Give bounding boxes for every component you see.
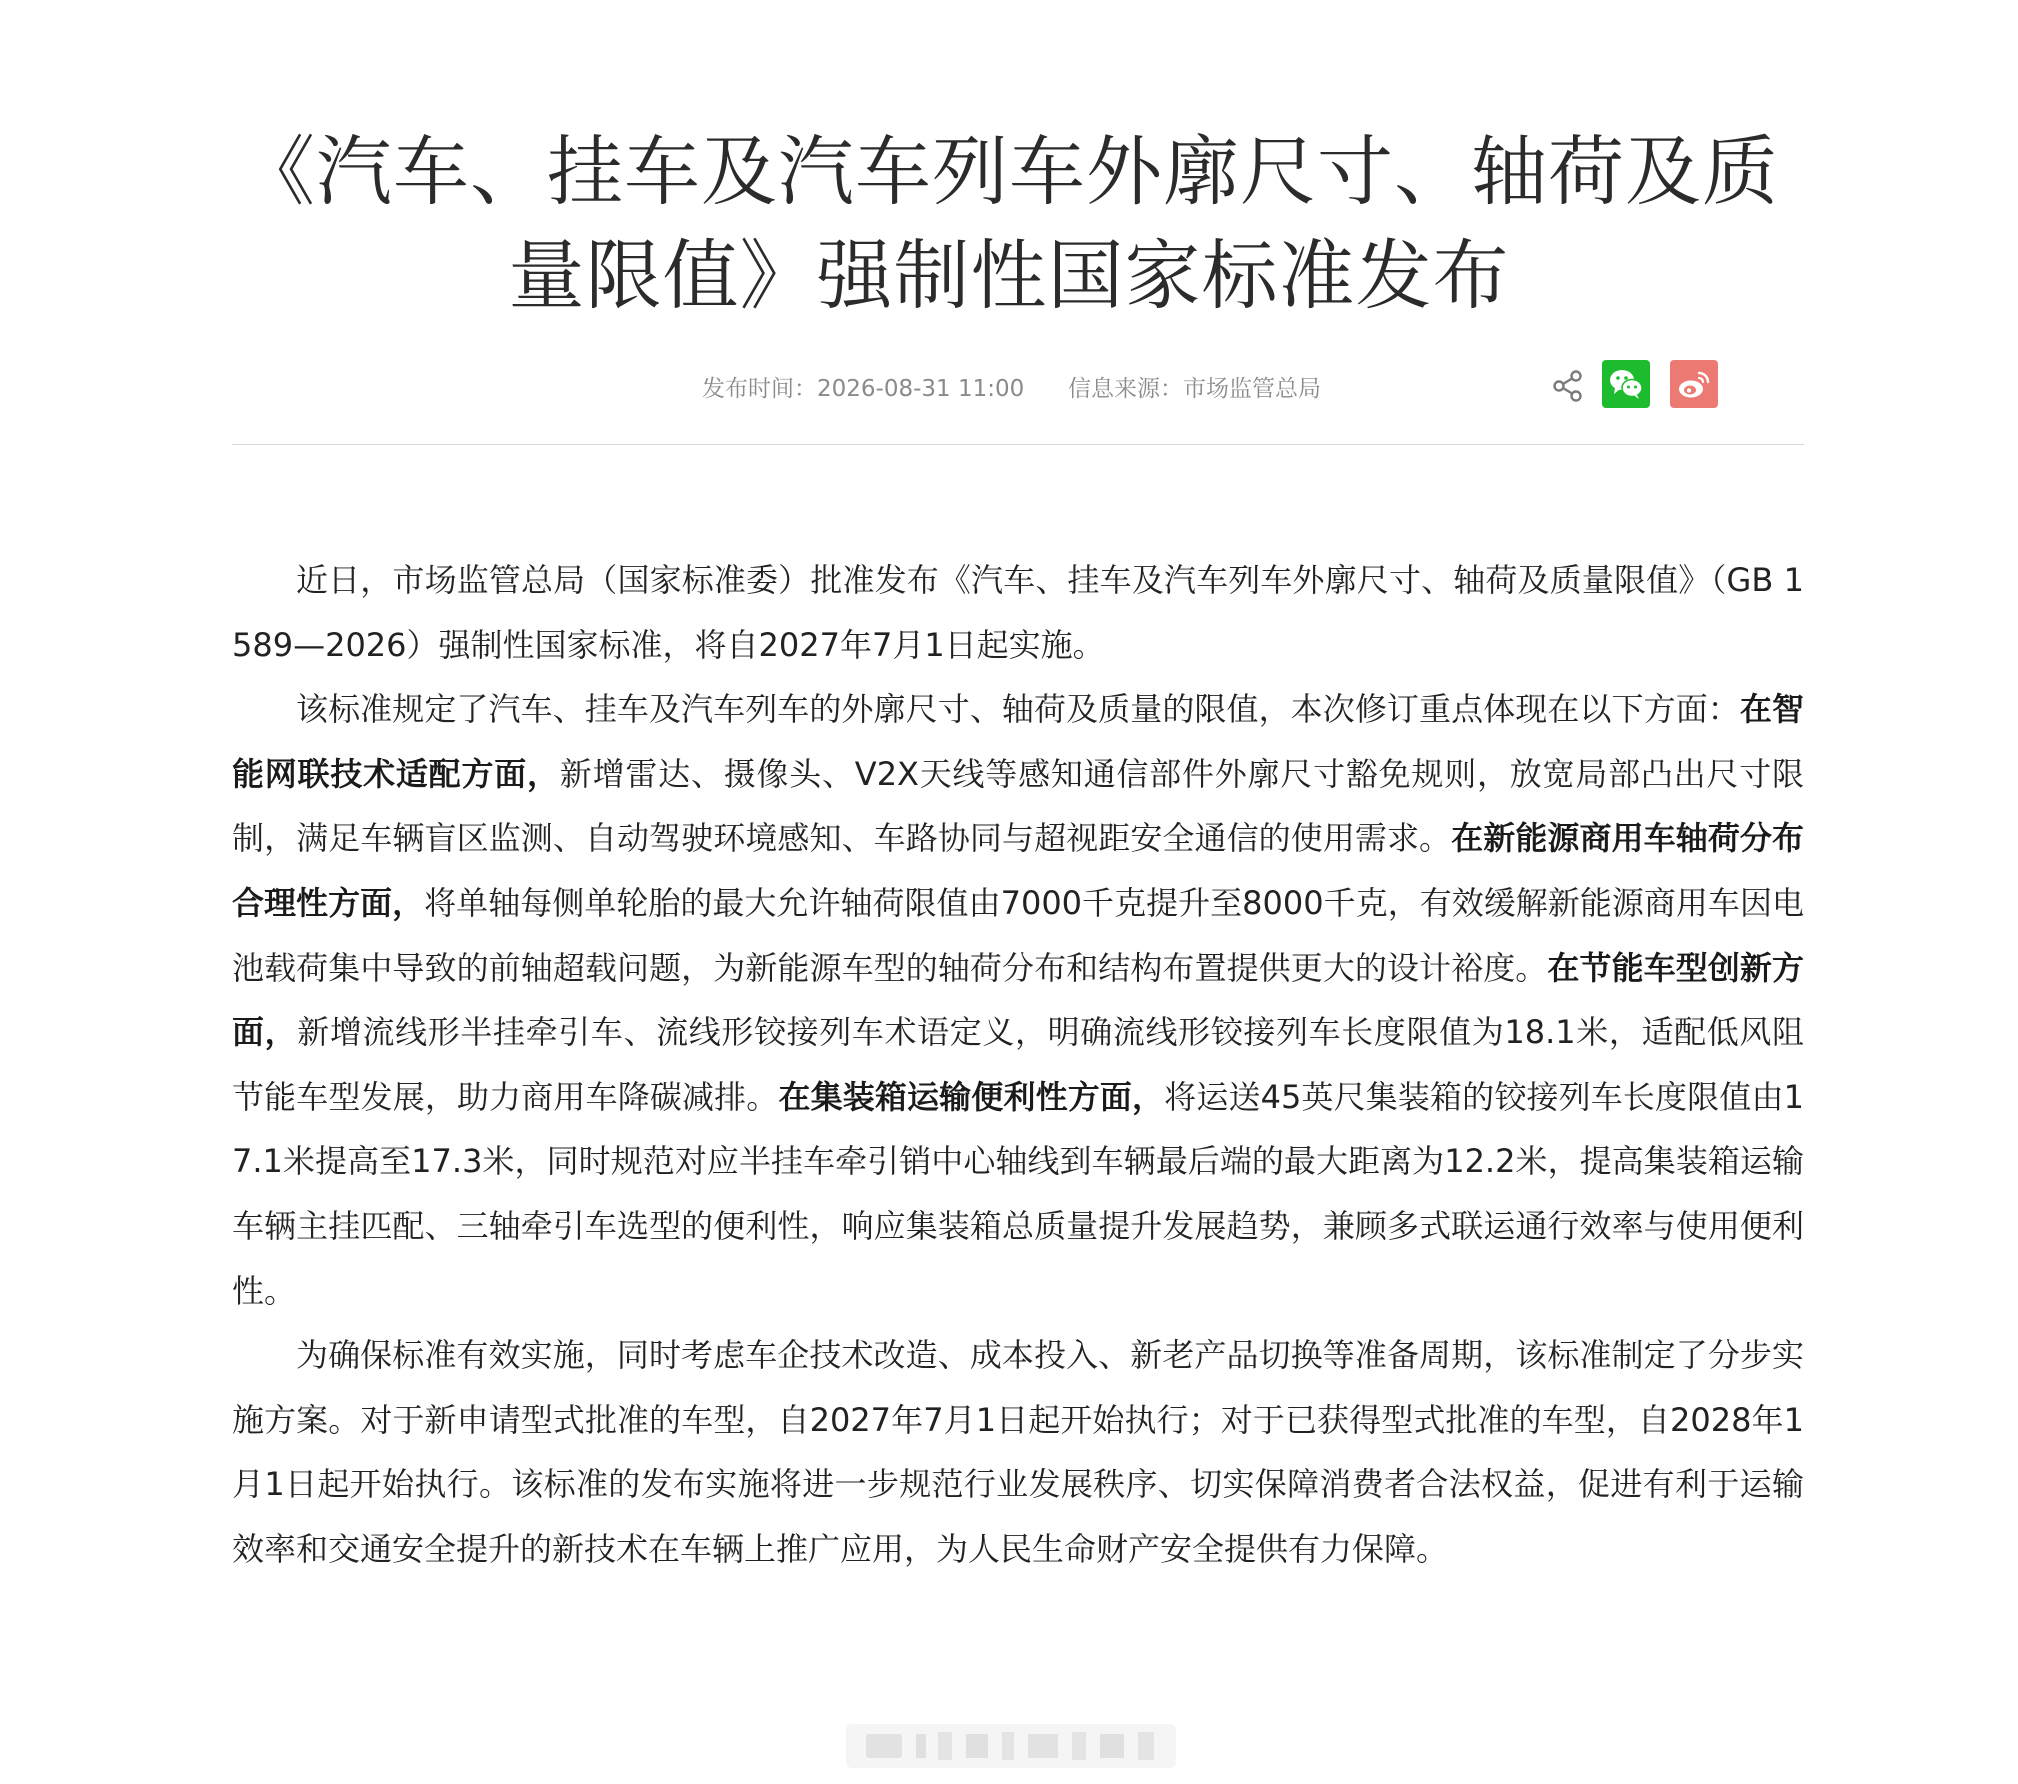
weibo-icon — [1674, 364, 1714, 404]
highlight-new-energy-axle-load: 在新能源商用车轴荷分布合理性方面， — [232, 819, 1804, 922]
paragraph-2-text: 将单轴每侧单轮胎的最大允许轴荷限值由7000千克提升至8000千克，有效缓解新能源商用车因电池载荷集中导致的前轴超载问题，为新能源车型的轴荷分布和结构布置提供更大的设计裕度。 — [232, 883, 1804, 987]
wechat-icon — [1606, 364, 1646, 404]
watermark-image — [846, 1720, 1176, 1772]
paragraph-1: 近日，市场监管总局（国家标准委）批准发布《汽车、挂车及汽车列车外廓尺寸、轴荷及质量限值》（GB 1589—2026）强制性国家标准，将自2027年7月1日起实施。 — [232, 561, 1804, 664]
paragraph-2-text: 该标准规定了汽车、挂车及汽车列车的外廓尺寸、轴荷及质量的限值，本次修订重点体现在以下方面： — [296, 690, 1740, 729]
paragraph-3: 为确保标准有效实施，同时考虑车企技术改造、成本投入、新老产品切换等准备周期，该标准制定了分步实施方案。对于新申请型式批准的车型，自2027年7月1日起开始执行；对于已获得型式批准的车型，自2028年1月1日起开始执行。该标准的发布实施将进一步规范行业发展秩序、切实保障消费者合法权益，促进有利于运输效率和交通安全提升的新技术在车辆上推广应用，为人民生命财产安全提供有力保障。 — [232, 1336, 1804, 1568]
highlight-intelligent-connected: 在智能网联技术适配方面， — [232, 690, 1804, 793]
article-body — [232, 548, 1804, 1582]
info-source: 信息来源：市场监管总局 — [1068, 376, 1321, 402]
highlight-energy-saving: 在节能车型创新方面， — [232, 948, 1804, 1052]
article-meta — [232, 360, 1804, 408]
weibo-share-button[interactable] — [1670, 360, 1718, 408]
header-divider — [232, 444, 1804, 445]
paragraph-2-text: 新增雷达、摄像头、V2X天线等感知通信部件外廓尺寸豁免规则，放宽局部凸出尺寸限制，满足车辆盲区监测、自动驾驶环境感知、车路协同与超视距安全通信的使用需求。 — [232, 754, 1804, 858]
paragraph-2 — [232, 677, 1804, 1323]
share-icon[interactable] — [1550, 368, 1586, 404]
wechat-share-button[interactable] — [1602, 360, 1650, 408]
paragraph-2-text: 新增流线形半挂牵引车、流线形铰接列车术语定义，明确流线形铰接列车长度限值为18.1米，适配低风阻节能车型发展，助力商用车降碳减排。 — [232, 1013, 1804, 1116]
publish-time: 发布时间：2026-08-31 11:00 — [702, 376, 1025, 402]
highlight-container-transport: 在集装箱运输便利性方面， — [778, 1077, 1165, 1116]
paragraph-2-text: 将运送45英尺集装箱的铰接列车长度限值由17.1米提高至17.3米，同时规范对应半挂车牵引销中心轴线到车辆最后端的最大距离为12.2米，提高集装箱运输车辆主挂匹配、三轴牵引车选型的便利性，响应集装箱总质量提升发展趋势，兼顾多式联运通行效率与使用便利性。 — [232, 1077, 1804, 1310]
article-title: 《汽车、挂车及汽车列车外廓尺寸、轴荷及质量限值》强制性国家标准发布 — [239, 127, 1779, 320]
share-toolbar — [1550, 360, 1800, 408]
